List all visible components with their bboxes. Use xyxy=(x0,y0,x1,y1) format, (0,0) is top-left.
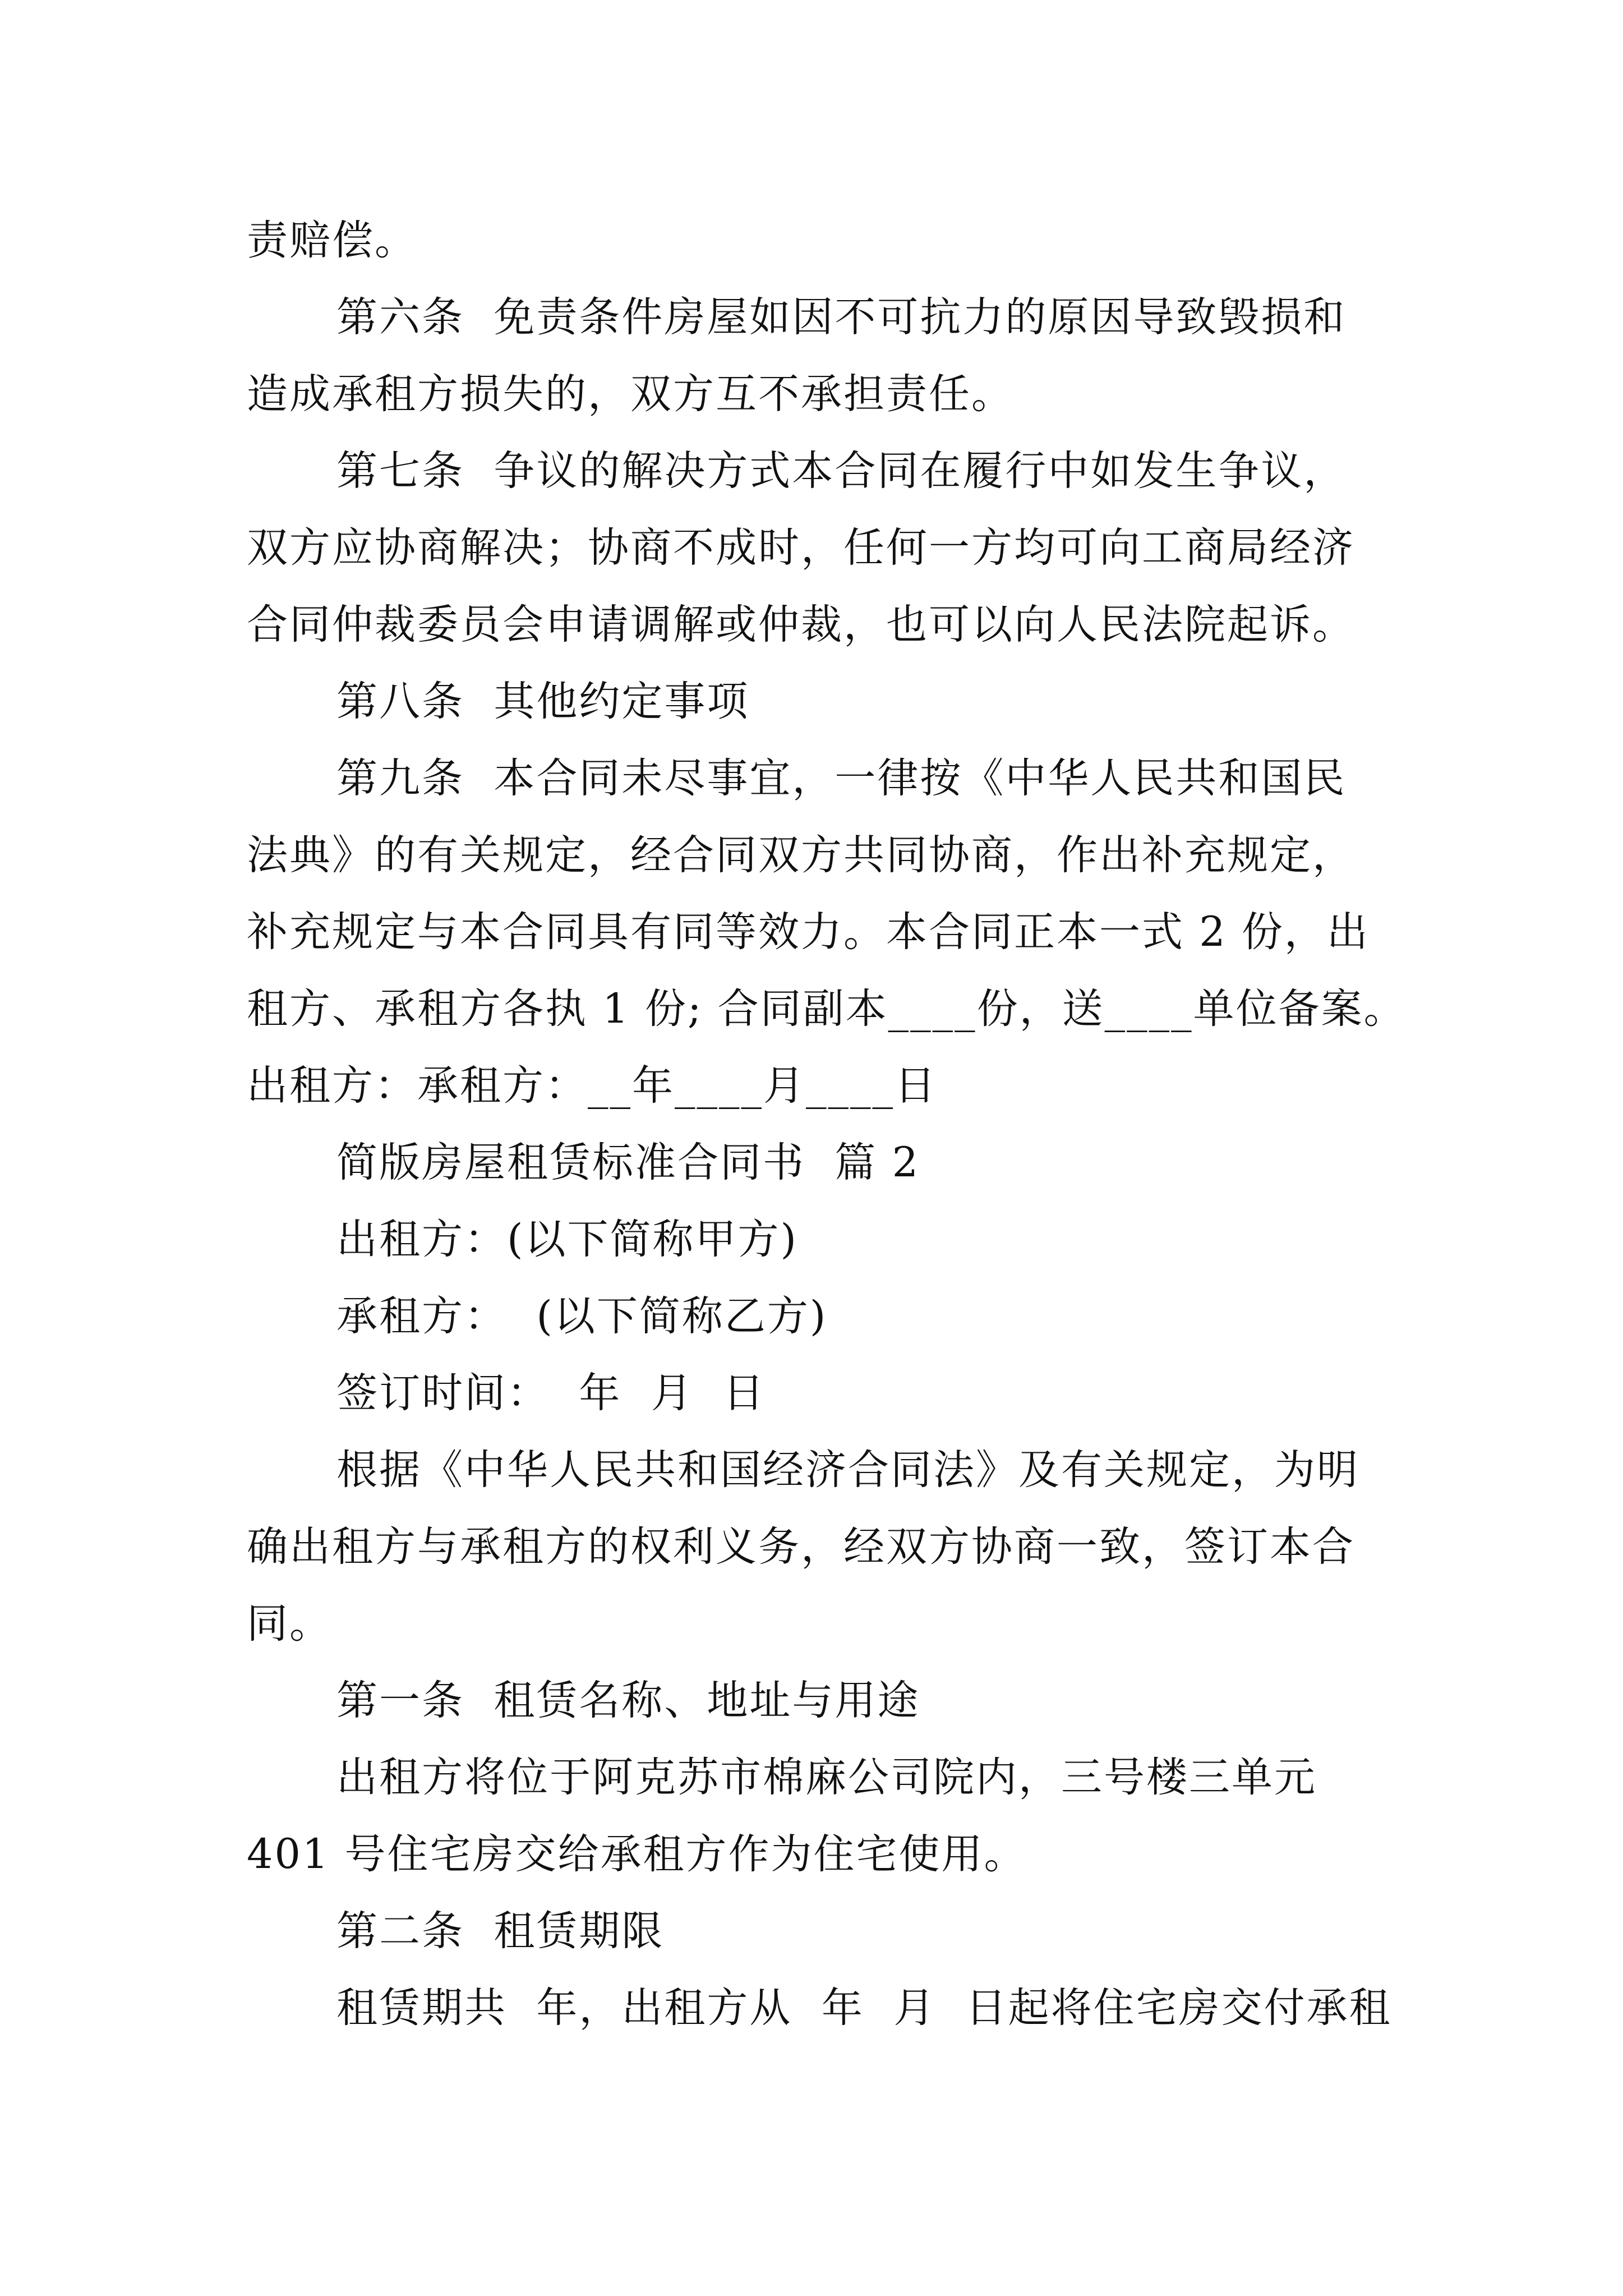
text-line: 确出租方与承租方的权利义务，经双方协商一致，签订本合 xyxy=(247,1523,1355,1571)
party-b-line: 承租方： (以下简称乙方) xyxy=(336,1292,828,1340)
section-heading: 简版房屋租赁标准合同书 篇 2 xyxy=(336,1139,920,1186)
signing-date-line: 签订时间： 年 月 日 xyxy=(336,1369,766,1417)
text-line-article-1: 第一条 租赁名称、地址与用途 xyxy=(336,1677,920,1724)
text-line: 租方、承租方各执 1 份; 合同副本____份，送____单位备案。 xyxy=(247,985,1407,1033)
text-line: 租赁期共 年，出租方从 年 月 日起将住宅房交付承租 xyxy=(336,1984,1392,2032)
text-line: 责赔偿。 xyxy=(247,217,417,264)
text-line: 造成承租方损失的，双方互不承担责任。 xyxy=(247,370,1014,418)
signature-line: 出租方：承租方：__年____月____日 xyxy=(247,1062,937,1110)
text-line-article-2: 第二条 租赁期限 xyxy=(336,1907,665,1955)
text-line-preamble: 根据《中华人民共和国经济合同法》及有关规定，为明 xyxy=(336,1446,1359,1494)
party-a-line: 出租方：(以下简称甲方) xyxy=(336,1216,798,1263)
text-line: 双方应协商解决；协商不成时，任何一方均可向工商局经济 xyxy=(247,524,1355,572)
text-line-article-7: 第七条 争议的解决方式本合同在履行中如发生争议， xyxy=(336,447,1347,495)
text-line-article-9: 第九条 本合同未尽事宜，一律按《中华人民共和国民 xyxy=(336,754,1347,802)
text-line: 法典》的有关规定，经合同双方共同协商，作出补充规定， xyxy=(247,831,1355,879)
text-line: 同。 xyxy=(247,1600,332,1648)
text-line: 补充规定与本合同具有同等效力。本合同正本一式 2 份，出 xyxy=(247,908,1370,956)
text-line: 401 号住宅房交给承租方作为住宅使用。 xyxy=(247,1830,1027,1878)
text-line-article-6: 第六条 免责条件房屋如因不可抗力的原因导致毁损和 xyxy=(336,293,1347,341)
text-line-article-8: 第八条 其他约定事项 xyxy=(336,678,750,725)
text-line: 出租方将位于阿克苏市棉麻公司院内，三号楼三单元 xyxy=(336,1754,1317,1801)
contract-body-text xyxy=(247,202,1407,2046)
text-line: 合同仲裁委员会申请调解或仲裁，也可以向人民法院起诉。 xyxy=(247,601,1355,648)
